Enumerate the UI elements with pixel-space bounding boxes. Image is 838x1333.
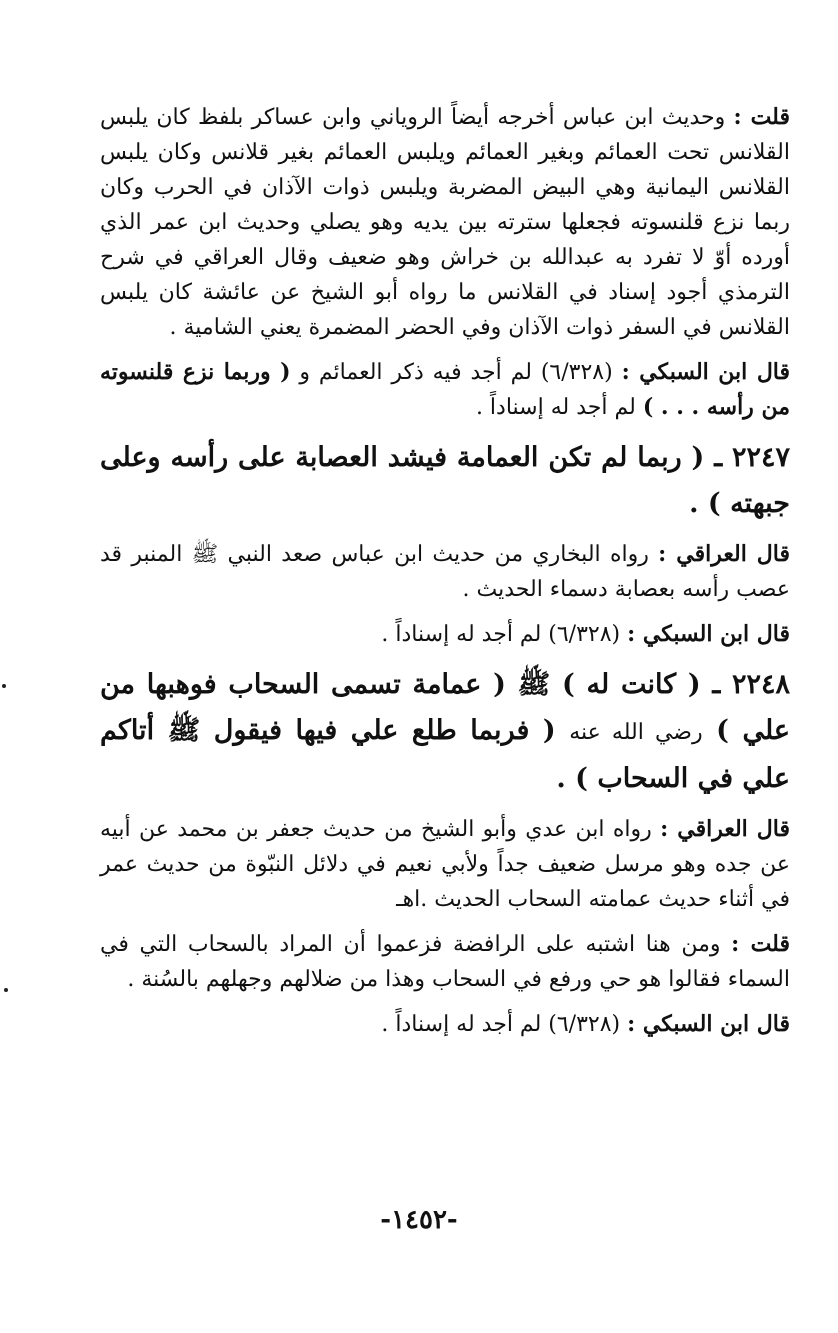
- paragraph-text: رواه البخاري من حديث ابن عباس صعد النبي ﷺ المنبر قد عصب رأسه بعصابة دسماء الحديث .: [100, 542, 790, 602]
- paragraph-text: لم أجد له إسناداً .: [475, 395, 636, 420]
- paragraph-iraqi-1: [100, 537, 790, 607]
- paragraph-text: رواه ابن عدي وأبو الشيخ من حديث جعفر بن محمد عن أبيه عن جده وهو مرسل ضعيف جداً ولأبي نعيم في دلائل النبّوة من حديث عمر في أثناء حديث عمامته السحاب الحديث .اهـ: [100, 817, 790, 912]
- paragraph-text: وحديث ابن عباس أخرجه أيضاً الروياني وابن عساكر بلفظ كان يلبس القلانس تحت العمائم وبغير العمائم ويلبس العمائم بغير قلانس وكان يلبس القلانس اليمانية وهي البيض المضربة ويلبس ذوات الآذان في الحرب وكان ربما نزع قلنسوته فجعلها سترته بين يديه وهو يصلي وحديث ابن عمر الذي أورده أوّ لا تفرد به عبدالله بن خراش وهو ضعيف وقال العراقي في شرح الترمذي أجود إسناد في القلانس ما رواه أبو الشيخ عن عائشة كان يلبس القلانس في السفر ذوات الآذان وفي الحضر المضمرة يعني الشامية .: [100, 105, 790, 340]
- lead-label: قال ابن السبكي :: [621, 359, 791, 385]
- paragraph-iraqi-2: [100, 812, 790, 917]
- page-body: [100, 100, 790, 1052]
- quoted-phrase: ( وربما نزع قلنسوته من رأسه . . . ): [100, 359, 790, 420]
- lead-label: قال ابن السبكي :: [627, 1011, 790, 1037]
- lead-label: قال العراقي :: [660, 816, 790, 842]
- paragraph-text: (٦/٣٢٨) لم أجد له إسناداً .: [381, 622, 621, 647]
- lead-label: قال العراقي :: [658, 541, 790, 567]
- hadith-text: ٢٢٤٨ ـ ( كانت له ) ﷺ ( عمامة تسمى السحاب فوهبها من علي ): [100, 669, 791, 746]
- paragraph-text: لم أجد فيه ذكر العمائم و: [299, 360, 532, 385]
- paragraph-subki-1: [100, 355, 790, 425]
- hadith-2247: [100, 435, 790, 527]
- paragraph-qult-2: [100, 927, 790, 997]
- hadith-2248: [100, 662, 790, 802]
- lead-label: قال ابن السبكي :: [627, 621, 790, 647]
- paragraph-subki-3: [100, 1007, 790, 1042]
- margin-mark: [2, 684, 6, 688]
- paragraph-text: (٦/٣٢٨) لم أجد له إسناداً .: [381, 1012, 621, 1037]
- paragraph-qult-1: [100, 100, 790, 345]
- lead-label: قلت :: [733, 104, 790, 130]
- lead-label: قلت :: [731, 931, 790, 957]
- margin-mark: [4, 988, 8, 992]
- honorific: رضي الله عنه: [569, 720, 703, 745]
- hadith-text: ( فربما طلع علي فيها فيقول ﷺ أتاكم علي في السحاب ) .: [100, 715, 790, 794]
- paragraph-text: ومن هنا اشتبه على الرافضة فزعموا أن المراد بالسحاب التي في السماء فقالوا هو حي ورفع في السحاب وهذا من ضلالهم وجهلهم بالسُنة .: [100, 932, 790, 992]
- reference: (٦/٣٢٨): [540, 360, 613, 385]
- page-number: -١٤٥٢-: [380, 1205, 458, 1235]
- hadith-text: ٢٢٤٧ ـ ( ربما لم تكن العمامة فيشد العصابة على رأسه وعلى جبهته ) .: [100, 442, 790, 519]
- paragraph-subki-2: [100, 617, 790, 652]
